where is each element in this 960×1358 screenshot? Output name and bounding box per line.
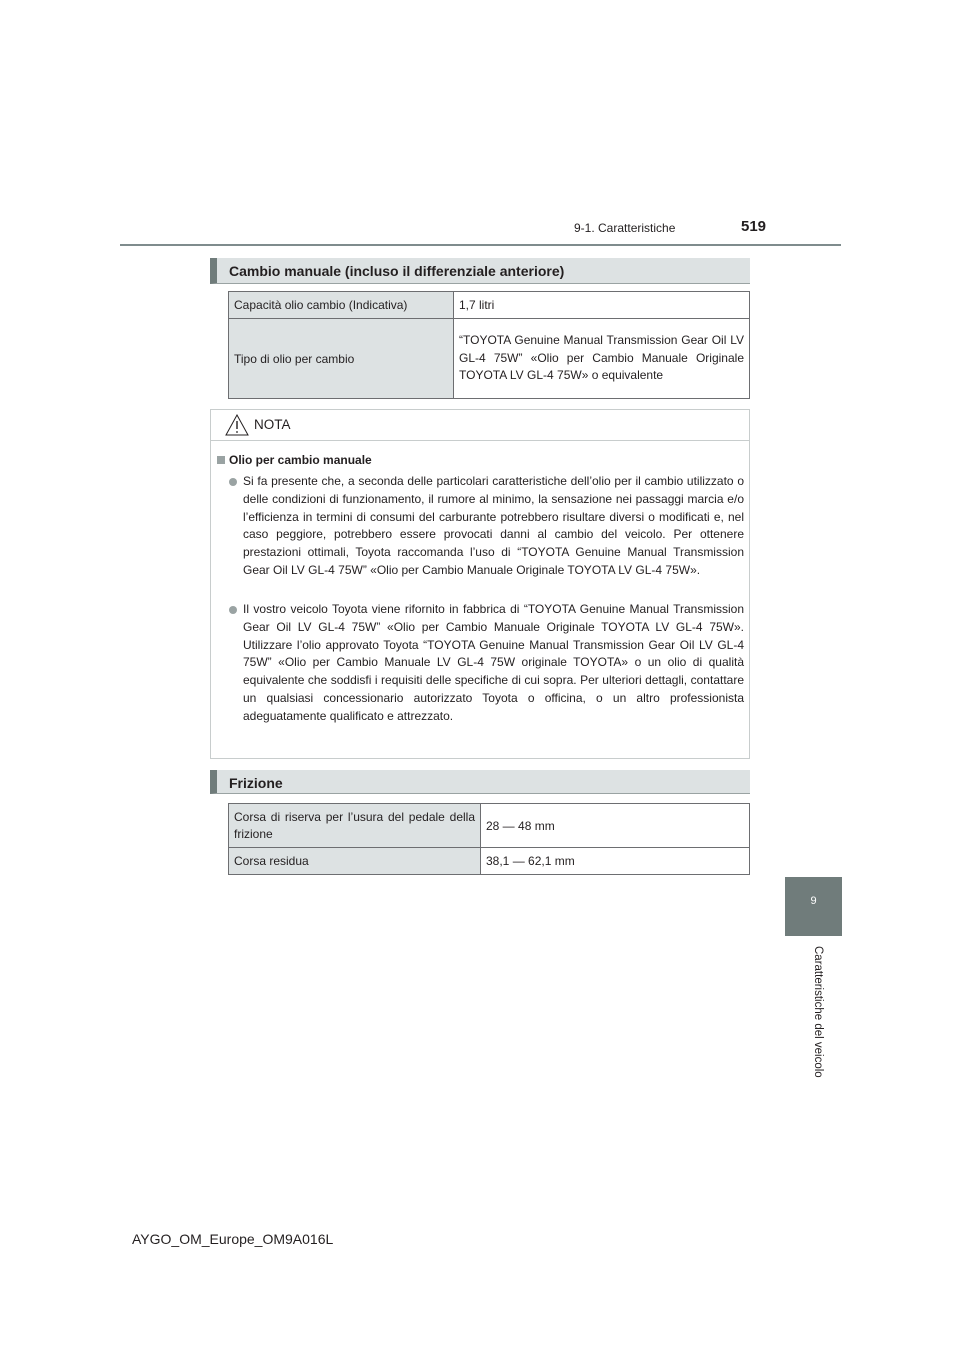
spec-value: 28 — 48 mm <box>481 804 750 848</box>
header-section: 9-1. Caratteristiche <box>574 221 676 235</box>
section-header-clutch <box>210 770 750 794</box>
spec-label: Tipo di olio per cambio <box>229 319 454 399</box>
bullet-icon <box>229 606 237 614</box>
list-item <box>229 473 744 580</box>
page-number: 519 <box>741 218 767 235</box>
spec-label: Corsa di riserva per l’usura del pedale della frizione <box>229 804 481 848</box>
spec-label: Capacità olio cambio (Indicativa) <box>229 292 454 319</box>
nota-title <box>217 453 372 467</box>
spec-label: Corsa residua <box>229 848 481 875</box>
spec-value: 1,7 litri <box>454 292 750 319</box>
table-row <box>229 804 750 848</box>
document-code: AYGO_OM_Europe_OM9A016L <box>132 1231 334 1247</box>
table-row <box>229 292 750 319</box>
header-rule <box>120 244 841 246</box>
spec-value: “TOYOTA Genuine Manual Transmission Gear Oil LV GL-4 75W” «Olio per Cambio Manuale Originale TOYOTA LV GL-4 75W» o equivalente <box>454 319 750 399</box>
clutch-spec-table <box>228 803 750 875</box>
section-header-transmission <box>210 258 750 284</box>
bullet-text: Si fa presente che, a seconda delle particolari caratteristiche dell’olio per il cambio utilizzato o delle condizioni di funzionamento, il rumore al minimo, la sensazione nei passaggi marcia e/o l’efficienza in termini di consumi del carburante potrebbero risultare diversi o modificati e, nel caso peggiore, potrebbero essere provocati danni al cambio del veicolo. Per ottenere prestazioni ottimali, Toyota raccomanda l’uso di “TOYOTA Genuine Manual Transmission Gear Oil LV GL-4 75W” «Olio per Cambio Manuale Originale TOYOTA LV GL-4 75W». <box>243 474 744 577</box>
section-title: Cambio manuale (incluso il differenziale anteriore) <box>229 263 565 279</box>
nota-header <box>211 410 749 441</box>
table-row <box>229 848 750 875</box>
transmission-spec-table <box>228 291 750 399</box>
bullet-icon <box>229 478 237 486</box>
warning-icon <box>225 414 249 436</box>
table-row <box>229 319 750 399</box>
bullet-text: Il vostro veicolo Toyota viene rifornito in fabbrica di “TOYOTA Genuine Manual Transmission Gear Oil LV GL-4 75W” «Olio per Cambio Manuale Originale TOYOTA LV GL-4 75W». Utilizzare l’olio approvato Toyota “TOYOTA Genuine Manual Transmission Gear Oil LV GL-4 75W” «Olio per Cambio Manuale LV GL-4 75W originale TOYOTA» o un olio di qualità equivalente che soddisfi i requisiti delle specifiche di cui sopra. Per ulteriori dettagli, contattare un qualsiasi concessionario autorizzato Toyota o officina, o un altro professionista adeguatamente qualificato e attrezzato. <box>243 602 744 723</box>
section-title: Frizione <box>229 775 283 791</box>
nota-heading: NOTA <box>254 417 291 432</box>
spec-value: 38,1 — 62,1 mm <box>481 848 750 875</box>
chapter-tab[interactable] <box>785 877 842 936</box>
chapter-label: Caratteristiche del veicolo <box>812 946 824 1078</box>
list-item <box>229 601 744 726</box>
nota-title-text: Olio per cambio manuale <box>229 453 372 467</box>
chapter-number: 9 <box>810 895 817 907</box>
square-bullet-icon <box>217 456 225 464</box>
nota-box <box>210 409 750 759</box>
